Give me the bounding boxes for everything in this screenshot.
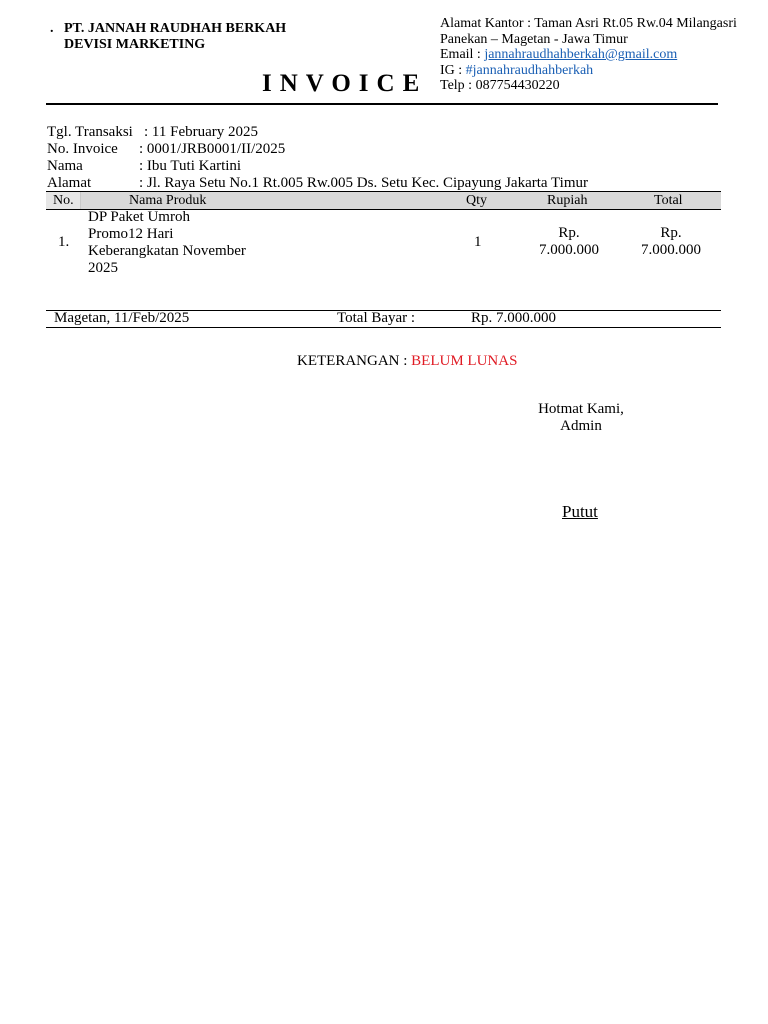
summary-bottom-rule: [46, 327, 721, 328]
date-label: Tgl. Transaksi: [47, 124, 133, 140]
signer-name: Putut: [562, 502, 598, 521]
product-line: Promo12 Hari: [88, 226, 174, 242]
total-label: Total Bayar :: [337, 310, 416, 326]
customer-address-label: Alamat: [47, 175, 92, 191]
ig-row: [440, 63, 737, 79]
row-qty: 1: [474, 234, 482, 250]
customer-name-label: Nama: [47, 158, 83, 174]
row-no: 1.: [58, 234, 70, 250]
office-info: [440, 16, 737, 94]
header-divider: [46, 103, 718, 105]
invoice-no-label: No. Invoice: [47, 141, 118, 157]
invoice-title: INVOICE: [262, 70, 428, 97]
office-address-line1: Alamat Kantor : Taman Asri Rt.05 Rw.04 Milangasri: [440, 16, 737, 31]
signature-greeting: Hotmat Kami,: [538, 401, 624, 417]
product-line: DP Paket Umroh: [88, 209, 190, 225]
total-amount: 7.000.000: [641, 242, 701, 258]
total-currency: Rp.: [660, 225, 682, 241]
price-amount: 7.000.000: [539, 242, 599, 258]
ig-handle: #jannahraudhahberkah: [465, 62, 594, 78]
place-date: Magetan, 11/Feb/2025: [54, 310, 190, 326]
row-price: [534, 225, 604, 259]
column-header-price: Rupiah: [547, 193, 588, 208]
date-value: : 11 February 2025: [144, 124, 259, 140]
email-row: [440, 47, 737, 63]
invoice-no-value: : 0001/JRB0001/II/2025: [139, 141, 286, 157]
product-line: 2025: [88, 260, 118, 276]
row-product: [88, 209, 246, 277]
ig-label: IG :: [440, 62, 466, 78]
column-header-qty: Qty: [466, 193, 487, 208]
email-label: Email :: [440, 47, 485, 62]
payment-note: [297, 353, 517, 370]
column-header-total: Total: [654, 193, 683, 208]
column-header-product: Nama Produk: [129, 193, 207, 208]
company-name: PT. JANNAH RAUDHAH BERKAH: [64, 21, 287, 36]
office-address-line2: Panekan – Magetan - Jawa Timur: [440, 31, 628, 47]
customer-name-value: : Ibu Tuti Kartini: [139, 158, 242, 174]
division-name: DEVISI MARKETING: [64, 37, 206, 52]
total-value: Rp. 7.000.000: [471, 310, 557, 326]
signature-block: [521, 401, 641, 435]
table-header: [46, 191, 721, 210]
customer-address-value: : Jl. Raya Setu No.1 Rt.005 Rw.005 Ds. Setu Kec. Cipayung Jakarta Timur: [139, 175, 589, 191]
price-currency: Rp.: [558, 225, 580, 241]
status-badge: BELUM LUNAS: [411, 353, 518, 369]
phone: Telp : 087754430220: [440, 78, 560, 93]
email-link[interactable]: jannahraudhahberkah@gmail.com: [484, 47, 678, 62]
company-bullet: .: [50, 21, 54, 36]
product-line: Keberangkatan November: [88, 243, 246, 259]
column-header-no: No.: [53, 193, 74, 208]
note-label: KETERANGAN :: [297, 353, 412, 369]
signature-role: Admin: [560, 418, 602, 434]
row-total: [636, 225, 706, 259]
